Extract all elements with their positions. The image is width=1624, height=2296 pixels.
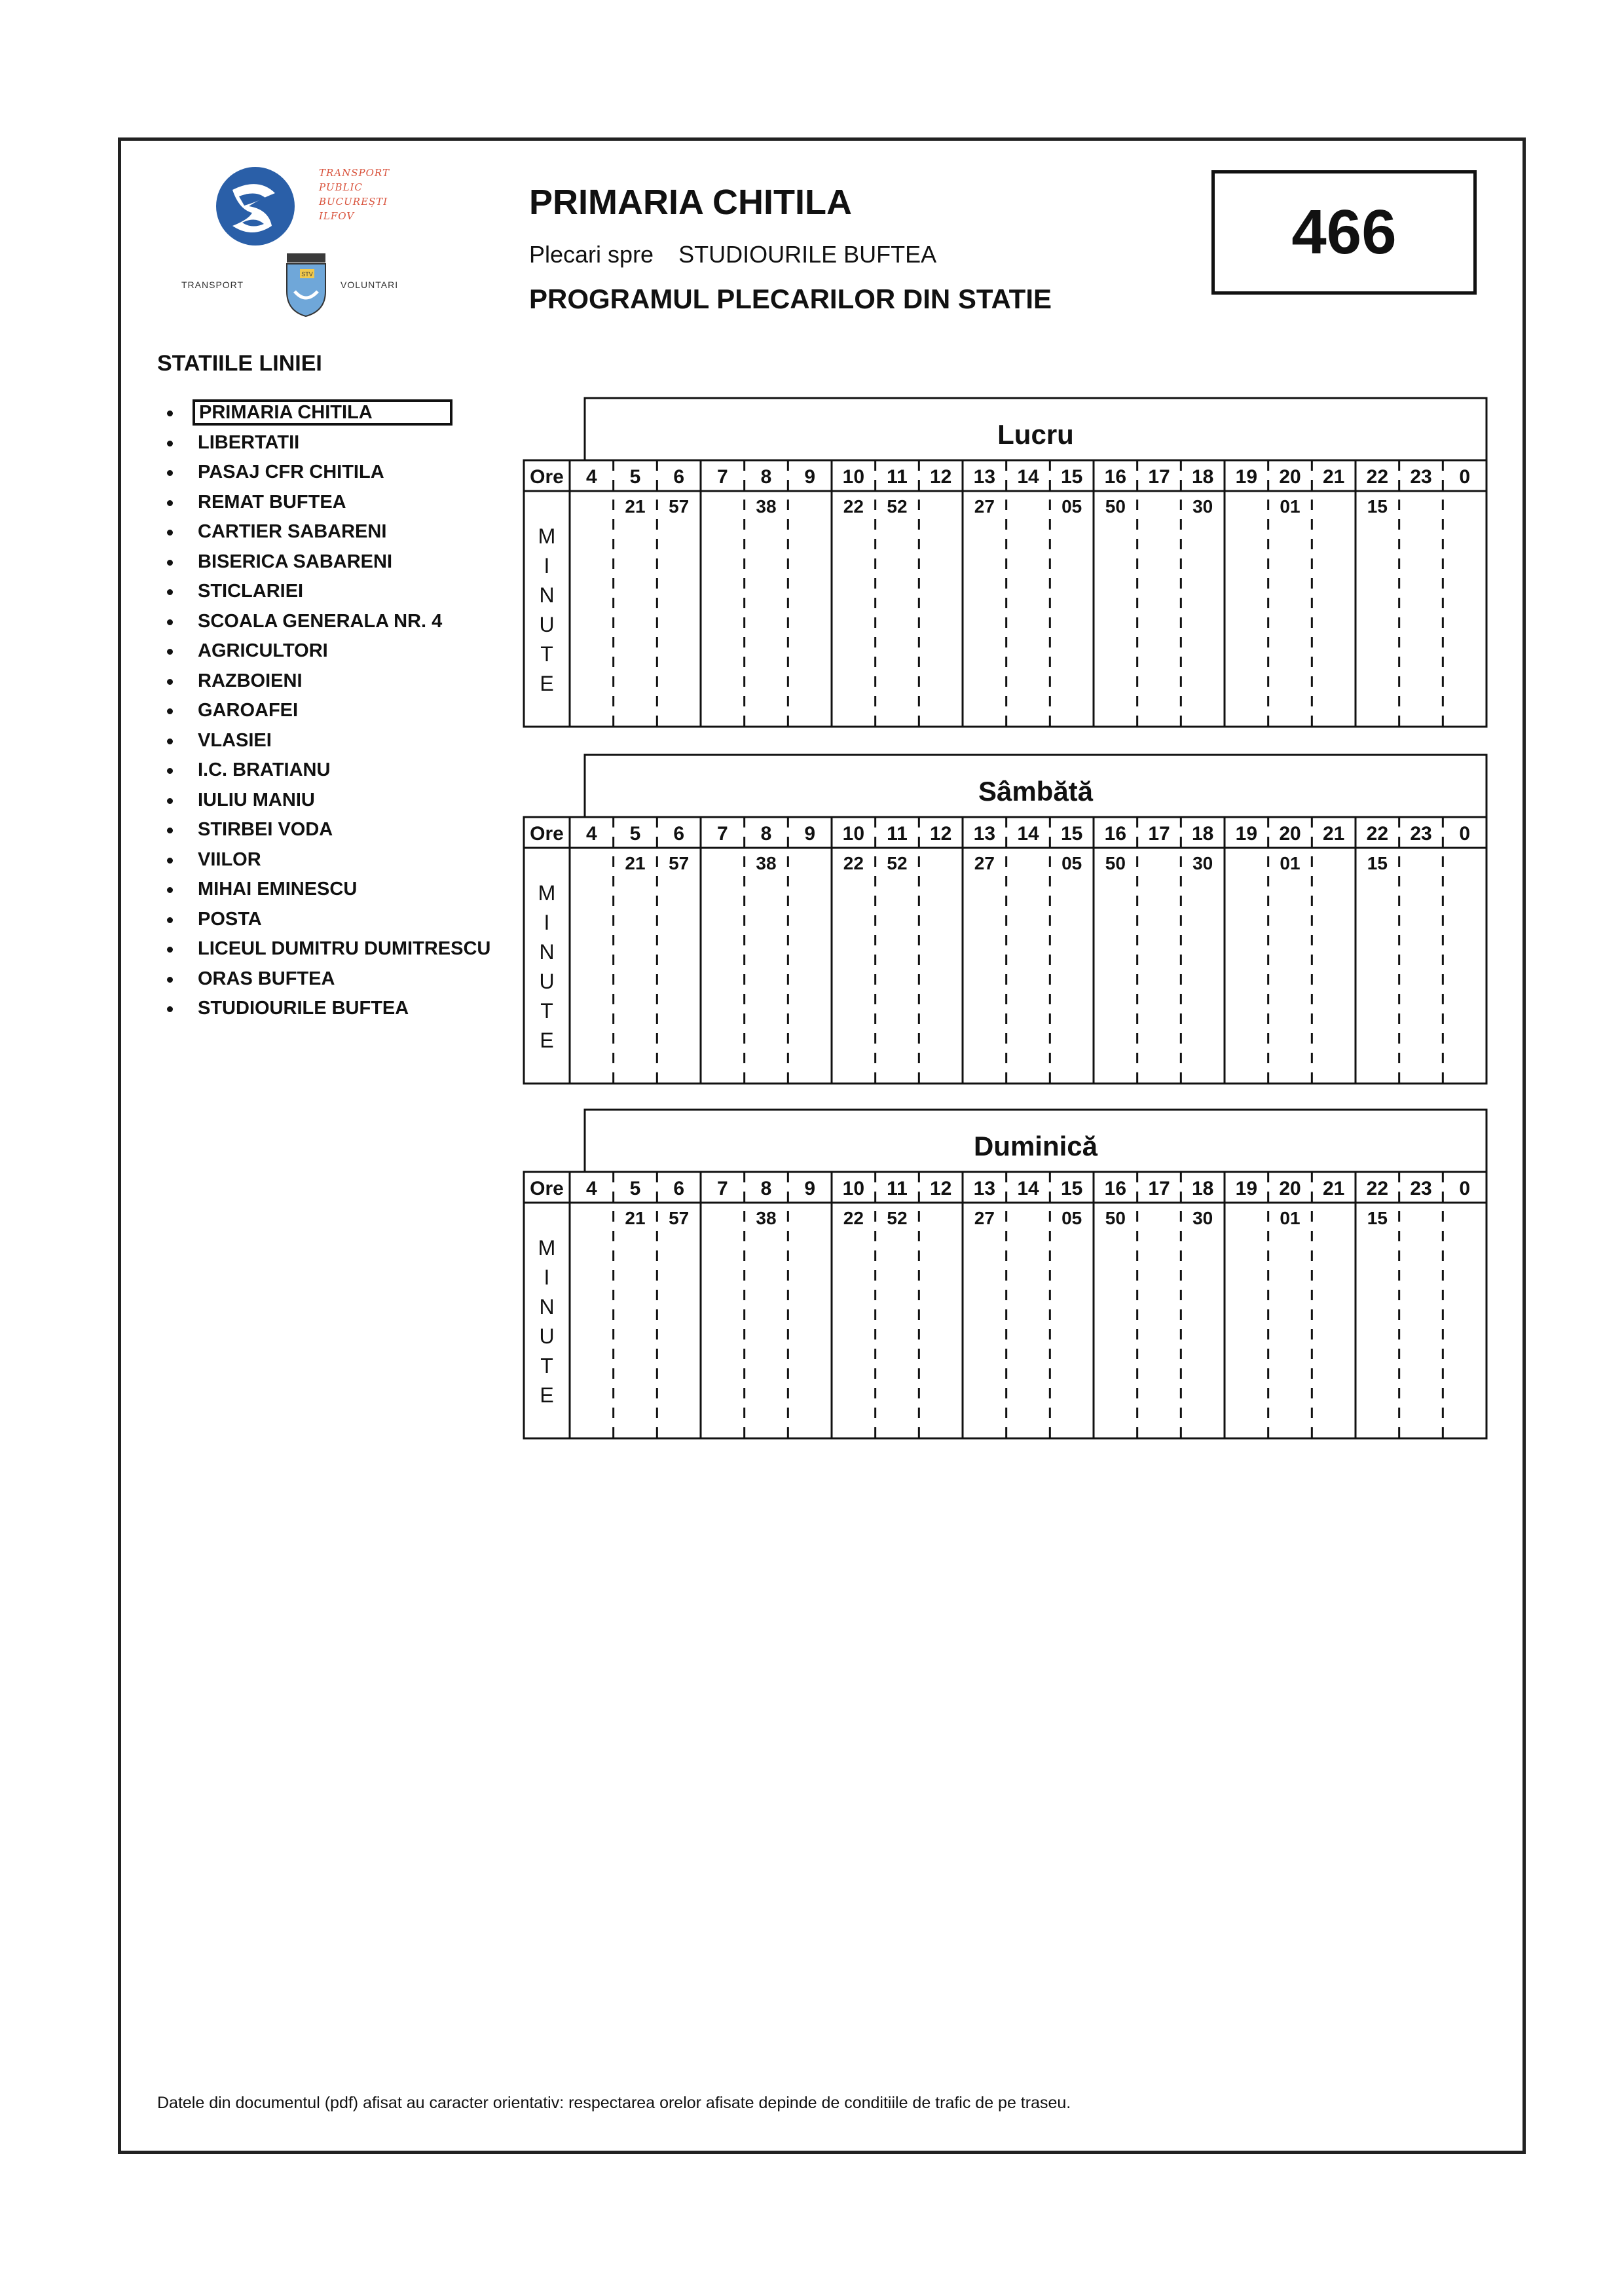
station-name: VIILOR xyxy=(198,848,261,870)
hour-label: 23 xyxy=(1410,823,1432,845)
hour-label: 17 xyxy=(1148,1178,1170,1199)
hour-label: 16 xyxy=(1104,823,1127,845)
minutes-letter: E xyxy=(540,1383,554,1407)
departure-minute: 52 xyxy=(887,496,908,517)
station-name: POSTA xyxy=(198,908,262,930)
hour-label: 19 xyxy=(1235,823,1258,845)
hour-label: 13 xyxy=(973,466,996,488)
departure-minute: 50 xyxy=(1105,853,1126,873)
minutes-letter: I xyxy=(544,554,550,577)
hour-label: 21 xyxy=(1322,823,1345,845)
departure-minute: 50 xyxy=(1105,496,1126,517)
hour-label: 18 xyxy=(1191,823,1214,845)
departure-minute: 57 xyxy=(669,853,690,873)
station-name: GAROAFEI xyxy=(198,700,299,721)
hour-label: 14 xyxy=(1017,823,1039,845)
hour-label: 16 xyxy=(1104,1178,1127,1199)
logo-line-3: BUCUREȘTI xyxy=(319,196,388,208)
hour-label: 23 xyxy=(1410,466,1432,488)
hour-label: 8 xyxy=(760,1178,772,1199)
minutes-letter: N xyxy=(539,1295,555,1319)
hour-label: 4 xyxy=(585,823,597,845)
departure-minute: 15 xyxy=(1367,496,1388,517)
hour-label: 5 xyxy=(629,1178,641,1199)
hour-label: 7 xyxy=(716,466,728,488)
station-name: AGRICULTORI xyxy=(198,640,328,661)
departure-minute: 01 xyxy=(1280,1208,1301,1228)
hour-label: 6 xyxy=(673,1178,685,1199)
hour-label: 15 xyxy=(1060,823,1083,845)
departure-minute: 52 xyxy=(887,853,908,873)
hour-label: 12 xyxy=(929,1178,952,1199)
departure-minute: 52 xyxy=(887,1208,908,1228)
departure-minute: 01 xyxy=(1280,853,1301,873)
station-name: STICLARIEI xyxy=(198,581,304,602)
minutes-letter: M xyxy=(538,1236,556,1260)
departure-minute: 01 xyxy=(1280,496,1301,517)
departure-minute: 22 xyxy=(843,496,864,517)
hour-label: 8 xyxy=(760,823,772,845)
hour-label: 0 xyxy=(1459,823,1471,845)
departure-minute: 21 xyxy=(625,853,646,873)
station-name: VLASIEI xyxy=(198,729,272,751)
hour-label: 21 xyxy=(1322,1178,1345,1199)
minutes-letter: M xyxy=(538,524,556,548)
station-name: MIHAI EMINESCU xyxy=(198,879,358,900)
day-title: Lucru xyxy=(997,419,1074,450)
hours-label: Ore xyxy=(530,466,564,488)
logo-line-1: TRANSPORT xyxy=(319,167,390,179)
hour-label: 22 xyxy=(1366,823,1389,845)
hour-label: 0 xyxy=(1459,466,1471,488)
departure-minute: 30 xyxy=(1192,496,1213,517)
hour-label: 18 xyxy=(1191,1178,1214,1199)
minutes-letter: M xyxy=(538,881,556,905)
hour-label: 20 xyxy=(1279,823,1301,845)
hour-label: 15 xyxy=(1060,1178,1083,1199)
minutes-letter: T xyxy=(540,642,553,666)
hour-label: 10 xyxy=(842,466,865,488)
hour-label: 19 xyxy=(1235,466,1258,488)
hour-label: 4 xyxy=(585,1178,597,1199)
departure-minute: 30 xyxy=(1192,1208,1213,1228)
hour-label: 9 xyxy=(804,1178,816,1199)
minutes-letter: E xyxy=(540,672,554,695)
hour-label: 7 xyxy=(716,1178,728,1199)
minutes-letter: N xyxy=(539,940,555,964)
departure-minute: 05 xyxy=(1061,1208,1082,1228)
hour-label: 5 xyxy=(629,466,641,488)
station-name: LIBERTATII xyxy=(198,431,300,453)
logo-line-4: ILFOV xyxy=(319,210,355,222)
hour-label: 14 xyxy=(1017,1178,1039,1199)
departure-minute: 27 xyxy=(974,853,995,873)
minutes-letter: U xyxy=(539,1324,555,1348)
stations-title: STATIILE LINIEI xyxy=(157,351,322,376)
departure-minute: 57 xyxy=(669,1208,690,1228)
hour-label: 20 xyxy=(1279,1178,1301,1199)
hour-label: 7 xyxy=(716,823,728,845)
hour-label: 6 xyxy=(673,466,685,488)
departure-minute: 38 xyxy=(756,853,777,873)
station-name: I.C. BRATIANU xyxy=(198,759,331,780)
hour-label: 9 xyxy=(804,823,816,845)
departure-minute: 21 xyxy=(625,1208,646,1228)
hour-label: 22 xyxy=(1366,1178,1389,1199)
hours-label: Ore xyxy=(530,823,564,845)
stv-logo-right-text: VOLUNTARI xyxy=(341,280,399,290)
hour-label: 20 xyxy=(1279,466,1301,488)
stv-logo-left-text: TRANSPORT xyxy=(181,280,244,290)
departure-minute: 22 xyxy=(843,1208,864,1228)
hours-label: Ore xyxy=(530,1178,564,1199)
departure-minute: 57 xyxy=(669,496,690,517)
station-name: STUDIOURILE BUFTEA xyxy=(198,998,409,1019)
minutes-letter: T xyxy=(540,1354,553,1377)
hour-label: 5 xyxy=(629,823,641,845)
hour-label: 18 xyxy=(1191,466,1214,488)
day-title: Sâmbătă xyxy=(978,776,1094,807)
destination-name: STUDIOURILE BUFTEA xyxy=(678,241,937,268)
hour-label: 11 xyxy=(887,466,908,488)
hour-label: 22 xyxy=(1366,466,1389,488)
hour-label: 13 xyxy=(973,823,996,845)
station-name: RAZBOIENI xyxy=(198,670,303,691)
departure-minute: 05 xyxy=(1061,496,1082,517)
hour-label: 19 xyxy=(1235,1178,1258,1199)
station-name: PASAJ CFR CHITILA xyxy=(198,462,384,483)
minutes-letter: E xyxy=(540,1029,554,1052)
hour-label: 13 xyxy=(973,1178,996,1199)
minutes-letter: T xyxy=(540,999,553,1023)
departure-minute: 27 xyxy=(974,496,995,517)
hour-label: 6 xyxy=(673,823,685,845)
departure-minute: 15 xyxy=(1367,853,1388,873)
hour-label: 21 xyxy=(1322,466,1345,488)
line-number: 466 xyxy=(1291,197,1397,267)
hour-label: 0 xyxy=(1459,1178,1471,1199)
hour-label: 17 xyxy=(1148,466,1170,488)
disclaimer-note: Datele din documentul (pdf) afisat au caracter orientativ: respectarea orelor afisate depinde de conditiile de trafic de pe traseu. xyxy=(157,2094,1071,2112)
minutes-letter: U xyxy=(539,970,555,993)
stop-title: PRIMARIA CHITILA xyxy=(529,183,852,222)
hour-label: 9 xyxy=(804,466,816,488)
departure-minute: 05 xyxy=(1061,853,1082,873)
departure-minute: 22 xyxy=(843,853,864,873)
station-name: IULIU MANIU xyxy=(198,789,315,811)
direction-label: Plecari spre xyxy=(529,241,654,268)
program-title: PROGRAMUL PLECARILOR DIN STATIE xyxy=(529,283,1052,314)
departure-minute: 50 xyxy=(1105,1208,1126,1228)
station-name: CARTIER SABARENI xyxy=(198,521,387,542)
hour-label: 16 xyxy=(1104,466,1127,488)
minutes-letter: N xyxy=(539,583,555,607)
station-name: ORAS BUFTEA xyxy=(198,968,335,989)
minutes-letter: U xyxy=(539,613,555,636)
hour-label: 15 xyxy=(1060,466,1083,488)
departure-minute: 27 xyxy=(974,1208,995,1228)
hour-label: 11 xyxy=(887,823,908,845)
minutes-letter: I xyxy=(544,911,550,934)
hour-label: 11 xyxy=(887,1178,908,1199)
day-title: Duminică xyxy=(973,1131,1098,1161)
hour-label: 12 xyxy=(929,466,952,488)
logo-line-2: PUBLIC xyxy=(319,181,363,193)
crest-label: STV xyxy=(301,271,313,278)
departure-minute: 30 xyxy=(1192,853,1213,873)
minutes-letter: I xyxy=(544,1266,550,1289)
station-name: BISERICA SABARENI xyxy=(198,551,393,572)
station-name: PRIMARIA CHITILA xyxy=(193,399,452,426)
hour-label: 17 xyxy=(1148,823,1170,845)
station-name: SCOALA GENERALA NR. 4 xyxy=(198,610,443,632)
departure-minute: 15 xyxy=(1367,1208,1388,1228)
departure-minute: 38 xyxy=(756,1208,777,1228)
departure-minute: 21 xyxy=(625,496,646,517)
hour-label: 10 xyxy=(842,1178,865,1199)
station-name: STIRBEI VODA xyxy=(198,819,333,840)
hour-label: 14 xyxy=(1017,466,1039,488)
station-name: LICEUL DUMITRU DUMITRESCU xyxy=(198,938,491,959)
departure-minute: 38 xyxy=(756,496,777,517)
station-name: REMAT BUFTEA xyxy=(198,491,346,513)
hour-label: 4 xyxy=(585,466,597,488)
hour-label: 10 xyxy=(842,823,865,845)
hour-label: 8 xyxy=(760,466,772,488)
hour-label: 12 xyxy=(929,823,952,845)
hour-label: 23 xyxy=(1410,1178,1432,1199)
